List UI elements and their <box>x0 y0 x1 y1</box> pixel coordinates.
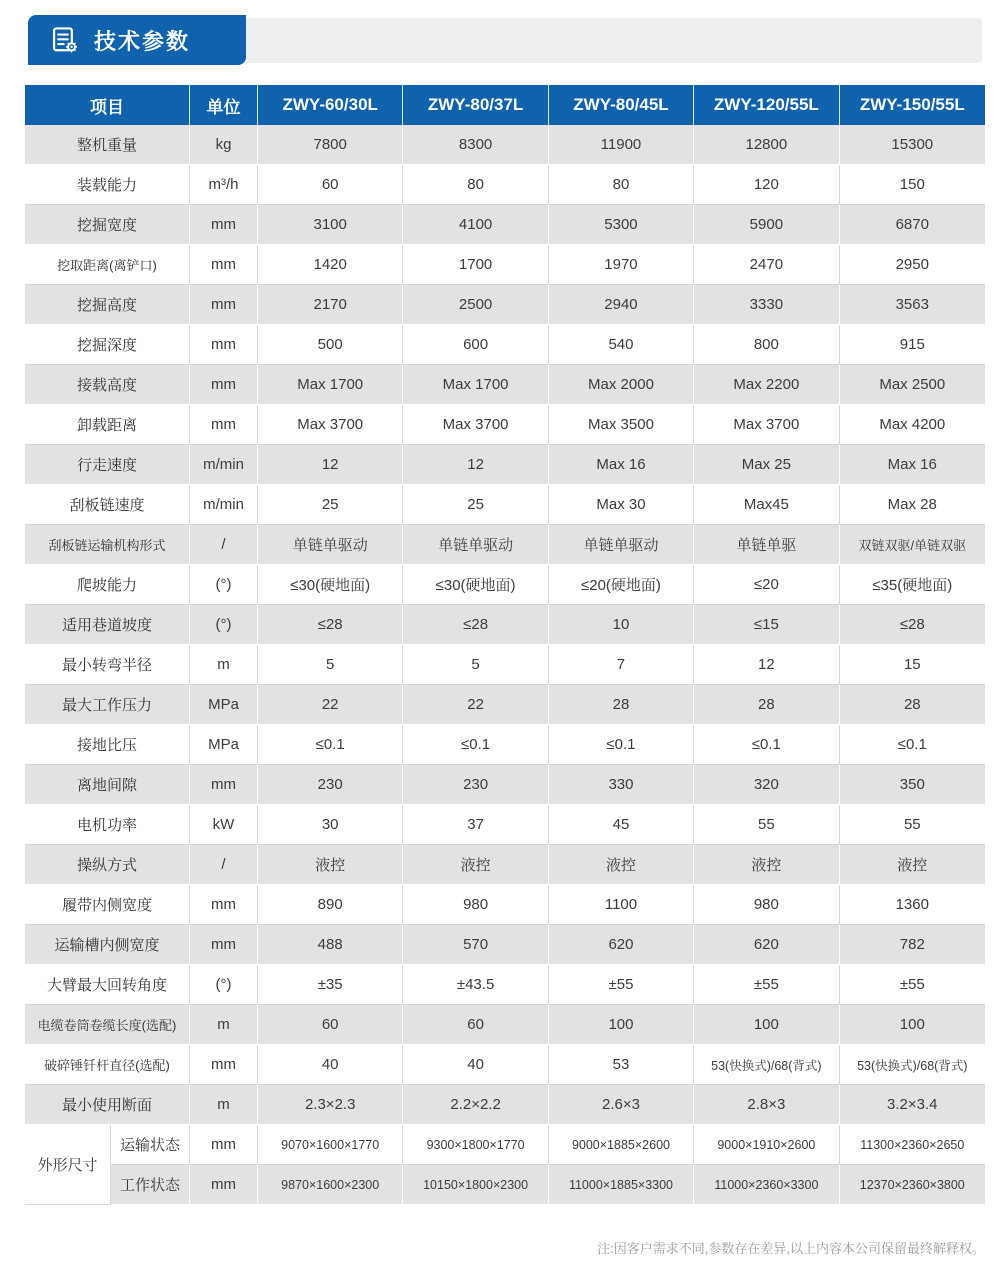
cell-value: 2470 <box>694 245 839 285</box>
cell-item: 爬坡能力 <box>25 565 190 605</box>
cell-value: 双链双驱/单链双驱 <box>840 525 985 565</box>
table-row <box>25 365 985 405</box>
cell-value: 15300 <box>840 125 985 165</box>
cell-value: 890 <box>258 885 403 925</box>
cell-group-label: 外形尺寸 <box>25 1125 111 1205</box>
table-header-row <box>25 85 985 125</box>
table-row <box>25 1125 985 1165</box>
cell-value: 100 <box>840 1005 985 1045</box>
column-header: ZWY-120/55L <box>694 85 839 125</box>
cell-value: 2500 <box>403 285 548 325</box>
table-row <box>25 245 985 285</box>
cell-value: 5 <box>258 645 403 685</box>
cell-item: 操纵方式 <box>25 845 190 885</box>
table-row <box>25 925 985 965</box>
cell-value: Max 1700 <box>403 365 548 405</box>
cell-value: ≤0.1 <box>258 725 403 765</box>
cell-item: 接地比压 <box>25 725 190 765</box>
table-row <box>25 565 985 605</box>
cell-item: 最小转弯半径 <box>25 645 190 685</box>
cell-item: 履带内侧宽度 <box>25 885 190 925</box>
table-row <box>25 125 985 165</box>
cell-value: 28 <box>694 685 839 725</box>
cell-value: 3.2×3.4 <box>840 1085 985 1125</box>
cell-item: 接载高度 <box>25 365 190 405</box>
cell-value: 11000×2360×3300 <box>694 1165 839 1205</box>
cell-value: kg <box>190 125 258 165</box>
table-row <box>25 845 985 885</box>
cell-value: 9000×1885×2600 <box>549 1125 694 1165</box>
cell-value: 12 <box>694 645 839 685</box>
cell-value: Max 3700 <box>694 405 839 445</box>
cell-value: 2940 <box>549 285 694 325</box>
cell-value: 55 <box>694 805 839 845</box>
cell-value: ±55 <box>694 965 839 1005</box>
cell-value: 980 <box>403 885 548 925</box>
cell-value: 1700 <box>403 245 548 285</box>
spec-table <box>25 85 985 1205</box>
cell-value: mm <box>190 325 258 365</box>
cell-value: mm <box>190 1165 258 1205</box>
cell-value: 800 <box>694 325 839 365</box>
cell-item: 运输状态 <box>111 1125 190 1165</box>
table-row <box>25 1085 985 1125</box>
cell-value: 500 <box>258 325 403 365</box>
cell-value: 液控 <box>403 845 548 885</box>
cell-value: (°) <box>190 605 258 645</box>
cell-value: mm <box>190 365 258 405</box>
cell-value: 28 <box>549 685 694 725</box>
column-header: ZWY-60/30L <box>258 85 403 125</box>
cell-value: Max 16 <box>549 445 694 485</box>
cell-value: 600 <box>403 325 548 365</box>
cell-value: 12 <box>403 445 548 485</box>
cell-value: Max 28 <box>840 485 985 525</box>
cell-value: 液控 <box>549 845 694 885</box>
table-row <box>25 165 985 205</box>
page-title: 技术参数 <box>94 28 191 54</box>
cell-value: 2.6×3 <box>549 1085 694 1125</box>
cell-value: 782 <box>840 925 985 965</box>
cell-value: 7 <box>549 645 694 685</box>
column-header: ZWY-80/45L <box>549 85 694 125</box>
cell-value: 25 <box>403 485 548 525</box>
cell-item: 装载能力 <box>25 165 190 205</box>
cell-value: Max 30 <box>549 485 694 525</box>
cell-value: 9300×1800×1770 <box>403 1125 548 1165</box>
table-row <box>25 485 985 525</box>
cell-item: 刮板链速度 <box>25 485 190 525</box>
cell-item: 电缆卷筒卷缆长度(选配) <box>25 1005 190 1045</box>
cell-value: 22 <box>403 685 548 725</box>
cell-value: 7800 <box>258 125 403 165</box>
cell-value: 100 <box>694 1005 839 1045</box>
cell-item: 卸载距离 <box>25 405 190 445</box>
cell-item: 挖掘高度 <box>25 285 190 325</box>
table-row <box>25 965 985 1005</box>
cell-value: ±55 <box>840 965 985 1005</box>
cell-value: m <box>190 1085 258 1125</box>
cell-value: 80 <box>403 165 548 205</box>
cell-item: 离地间隙 <box>25 765 190 805</box>
cell-value: Max 16 <box>840 445 985 485</box>
cell-value: 53(快换式)/68(背式) <box>694 1045 839 1085</box>
cell-value: 100 <box>549 1005 694 1045</box>
cell-item: 运输槽内侧宽度 <box>25 925 190 965</box>
cell-value: Max 1700 <box>258 365 403 405</box>
cell-value: 320 <box>694 765 839 805</box>
cell-value: 330 <box>549 765 694 805</box>
cell-value: MPa <box>190 725 258 765</box>
cell-value: ≤0.1 <box>694 725 839 765</box>
cell-item: 挖取距离(离铲口) <box>25 245 190 285</box>
cell-value: 230 <box>403 765 548 805</box>
cell-value: ≤30(硬地面) <box>258 565 403 605</box>
cell-value: m <box>190 1005 258 1045</box>
section-title-tab <box>28 15 246 65</box>
cell-value: 980 <box>694 885 839 925</box>
cell-value: 2.2×2.2 <box>403 1085 548 1125</box>
cell-value: 60 <box>403 1005 548 1045</box>
table-row <box>25 525 985 565</box>
cell-value: m/min <box>190 445 258 485</box>
cell-value: ≤0.1 <box>840 725 985 765</box>
cell-value: 2950 <box>840 245 985 285</box>
cell-value: mm <box>190 925 258 965</box>
cell-item: 最小使用断面 <box>25 1085 190 1125</box>
cell-value: ±35 <box>258 965 403 1005</box>
cell-value: 1420 <box>258 245 403 285</box>
cell-value: 488 <box>258 925 403 965</box>
cell-value: 5900 <box>694 205 839 245</box>
cell-value: 620 <box>694 925 839 965</box>
section-header <box>28 15 982 65</box>
cell-value: ≤28 <box>840 605 985 645</box>
cell-value: ≤20 <box>694 565 839 605</box>
cell-value: 2170 <box>258 285 403 325</box>
cell-value: / <box>190 525 258 565</box>
cell-value: 540 <box>549 325 694 365</box>
cell-value: 150 <box>840 165 985 205</box>
cell-value: 2.3×2.3 <box>258 1085 403 1125</box>
cell-value: 620 <box>549 925 694 965</box>
cell-value: 30 <box>258 805 403 845</box>
cell-value: ≤28 <box>258 605 403 645</box>
cell-value: 25 <box>258 485 403 525</box>
table-row <box>25 1165 985 1205</box>
cell-item: 大臂最大回转角度 <box>25 965 190 1005</box>
cell-value: 液控 <box>258 845 403 885</box>
column-header: ZWY-80/37L <box>403 85 548 125</box>
table-row <box>25 1045 985 1085</box>
cell-value: mm <box>190 885 258 925</box>
table-row <box>25 805 985 845</box>
cell-value: 350 <box>840 765 985 805</box>
cell-value: 2.8×3 <box>694 1085 839 1125</box>
cell-value: 45 <box>549 805 694 845</box>
cell-value: (°) <box>190 565 258 605</box>
table-row <box>25 205 985 245</box>
cell-value: ≤30(硬地面) <box>403 565 548 605</box>
table-row <box>25 725 985 765</box>
cell-value: 120 <box>694 165 839 205</box>
cell-value: 4100 <box>403 205 548 245</box>
cell-value: mm <box>190 405 258 445</box>
cell-value: 9000×1910×2600 <box>694 1125 839 1165</box>
cell-value: m/min <box>190 485 258 525</box>
cell-value: 12800 <box>694 125 839 165</box>
cell-value: 22 <box>258 685 403 725</box>
cell-value: ≤28 <box>403 605 548 645</box>
cell-value: 9070×1600×1770 <box>258 1125 403 1165</box>
cell-value: 60 <box>258 1005 403 1045</box>
cell-value: 15 <box>840 645 985 685</box>
cell-item: 最大工作压力 <box>25 685 190 725</box>
cell-value: mm <box>190 205 258 245</box>
table-row <box>25 1005 985 1045</box>
cell-value: Max 2500 <box>840 365 985 405</box>
cell-value: 11300×2360×2650 <box>840 1125 985 1165</box>
cell-value: 570 <box>403 925 548 965</box>
cell-value: mm <box>190 1045 258 1085</box>
cell-value: 12 <box>258 445 403 485</box>
cell-value: 40 <box>258 1045 403 1085</box>
table-row <box>25 685 985 725</box>
cell-value: 8300 <box>403 125 548 165</box>
cell-value: m <box>190 645 258 685</box>
cell-value: 3563 <box>840 285 985 325</box>
column-header: 单位 <box>190 85 258 125</box>
cell-value: 53 <box>549 1045 694 1085</box>
cell-value: Max45 <box>694 485 839 525</box>
cell-value: / <box>190 845 258 885</box>
cell-value: 10 <box>549 605 694 645</box>
cell-value: Max 4200 <box>840 405 985 445</box>
cell-value: 9870×1600×2300 <box>258 1165 403 1205</box>
cell-value: 37 <box>403 805 548 845</box>
table-row <box>25 285 985 325</box>
cell-value: 60 <box>258 165 403 205</box>
cell-value: 55 <box>840 805 985 845</box>
cell-value: 80 <box>549 165 694 205</box>
table-row <box>25 405 985 445</box>
cell-value: 28 <box>840 685 985 725</box>
cell-item: 适用巷道坡度 <box>25 605 190 645</box>
cell-value: 10150×1800×2300 <box>403 1165 548 1205</box>
table-row <box>25 765 985 805</box>
cell-item: 行走速度 <box>25 445 190 485</box>
cell-value: 11900 <box>549 125 694 165</box>
spec-table-body <box>25 125 985 1205</box>
cell-value: Max 3700 <box>403 405 548 445</box>
cell-value: 12370×2360×3800 <box>840 1165 985 1205</box>
cell-value: 5300 <box>549 205 694 245</box>
cell-value: mm <box>190 1125 258 1165</box>
cell-value: 40 <box>403 1045 548 1085</box>
cell-value: 1970 <box>549 245 694 285</box>
table-row <box>25 605 985 645</box>
cell-value: mm <box>190 765 258 805</box>
cell-value: (°) <box>190 965 258 1005</box>
cell-value: ≤20(硬地面) <box>549 565 694 605</box>
cell-value: Max 25 <box>694 445 839 485</box>
cell-value: mm <box>190 245 258 285</box>
table-row <box>25 445 985 485</box>
cell-value: 1100 <box>549 885 694 925</box>
cell-value: 单链单驱动 <box>403 525 548 565</box>
cell-value: m³/h <box>190 165 258 205</box>
cell-value: 液控 <box>694 845 839 885</box>
cell-value: MPa <box>190 685 258 725</box>
cell-value: 3100 <box>258 205 403 245</box>
column-header: ZWY-150/55L <box>840 85 985 125</box>
cell-value: ≤0.1 <box>549 725 694 765</box>
cell-item: 刮板链运输机构形式 <box>25 525 190 565</box>
cell-item: 工作状态 <box>111 1165 190 1205</box>
cell-value: 915 <box>840 325 985 365</box>
document-gear-icon <box>50 25 80 55</box>
footer-note: 注:因客户需求不同,参数存在差异,以上内容本公司保留最终解释权。 <box>597 1241 985 1256</box>
cell-value: Max 3700 <box>258 405 403 445</box>
table-row <box>25 645 985 685</box>
cell-item: 整机重量 <box>25 125 190 165</box>
table-row <box>25 885 985 925</box>
cell-value: 53(快换式)/68(背式) <box>840 1045 985 1085</box>
cell-value: ±43.5 <box>403 965 548 1005</box>
cell-value: 单链单驱 <box>694 525 839 565</box>
cell-value: Max 2000 <box>549 365 694 405</box>
cell-item: 电机功率 <box>25 805 190 845</box>
table-row <box>25 325 985 365</box>
cell-value: mm <box>190 285 258 325</box>
cell-value: Max 2200 <box>694 365 839 405</box>
cell-item: 破碎锤钎杆直径(选配) <box>25 1045 190 1085</box>
cell-value: 1360 <box>840 885 985 925</box>
column-header: 项目 <box>25 85 190 125</box>
cell-value: ±55 <box>549 965 694 1005</box>
cell-value: 3330 <box>694 285 839 325</box>
cell-value: 液控 <box>840 845 985 885</box>
cell-item: 挖掘宽度 <box>25 205 190 245</box>
cell-value: ≤0.1 <box>403 725 548 765</box>
cell-value: 6870 <box>840 205 985 245</box>
cell-value: ≤15 <box>694 605 839 645</box>
cell-value: kW <box>190 805 258 845</box>
cell-value: 230 <box>258 765 403 805</box>
cell-value: 单链单驱动 <box>258 525 403 565</box>
cell-value: 11000×1885×3300 <box>549 1165 694 1205</box>
cell-value: 5 <box>403 645 548 685</box>
cell-value: Max 3500 <box>549 405 694 445</box>
cell-value: ≤35(硬地面) <box>840 565 985 605</box>
cell-item: 挖掘深度 <box>25 325 190 365</box>
cell-value: 单链单驱动 <box>549 525 694 565</box>
